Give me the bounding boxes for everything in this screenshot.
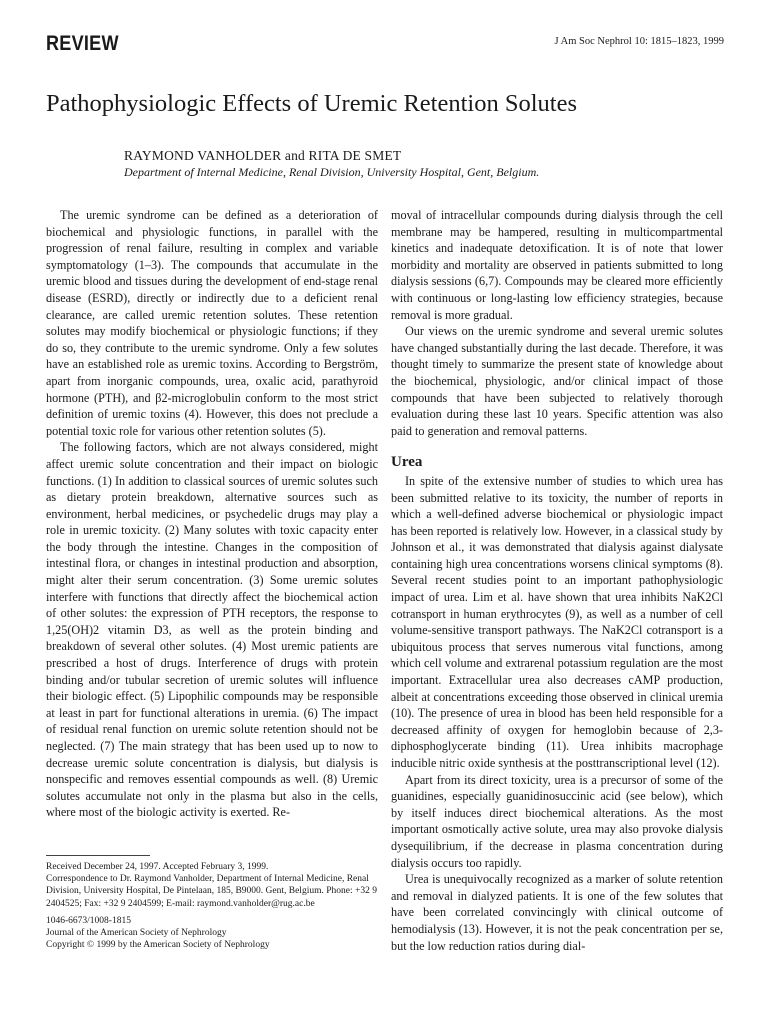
correspondence-note: Correspondence to Dr. Raymond Vanholder, Department of Internal Medicine, Renal Division, University Hospital, De Pintelaan, 185, B9000. Gent, Belgium. Phone: +32 9 2404525; Fax: +32 9 2404599; E-mail: raymond.vanholder@rug.ac.be [46, 874, 377, 909]
author-list: RAYMOND VANHOLDER and RITA DE SMET [124, 148, 402, 163]
left-column [46, 207, 378, 821]
intro-paragraph-2: The following factors, which are not always considered, might affect uremic solute concentration and their impact on biologic functions. (1) In addition to classical sources of uremic solutes such as dietary protein breakdown, alternative sources such as environment, herbal medicines, or psychedelic drugs may play a role in uremic toxicity. (2) Many solutes with toxic capacity enter the body through the intestine. Changes in the composition of intestinal flora, or changes in intestinal production and absorption, might alter their serum concentration. (3) Some uremic solutes interfere with functions that directly affect the biochemical action of other solutes: the expression of PTH receptors, the response to 1,25(OH)2 vitamin D3, as well as the protein binding and breakdown of several other solutes. (4) Most uremic patients are prescribed a host of drugs. Interference of drugs with protein binding and/or tubular secretion of uremic solutes will influence their biologic effect. (5) Lipophilic compounds may be responsible at least in part for functional alterations in uremia. (6) The impact of residual renal function on uremic solute retention should not be neglected. (7) The main strategy that has been used up to now to decrease uremic solute concentration is dialysis, but dialysis is nonspecific and removes essential compounds as well. (8) Uremic solutes accumulate not only in the plasma but also in the cells, where most of the biologic activity is exerted. Re- [46, 440, 378, 820]
section-heading-urea: Urea [391, 454, 423, 471]
received-note: Received December 24, 1997. Accepted February 3, 1999. [46, 862, 269, 872]
journal-citation: J Am Soc Nephrol 10: 1815–1823, 1999 [554, 36, 724, 47]
footnote-divider [46, 855, 150, 856]
urea-paragraph-2: Apart from its direct toxicity, urea is a precursor of some of the guanidines, especially guanidinosuccinic acid (see below), which by itself induces direct biochemical alterations. As the most important osmotically active solute, urea may also provoke dialysis dysequilibrium, if the decrease in plasma concentration during dialysis occurs too rapidly. [391, 772, 723, 870]
author-affiliation: Department of Internal Medicine, Renal Division, University Hospital, Gent, Belgium. [124, 165, 540, 179]
intro-paragraph-3: moval of intracellular compounds during dialysis through the cell membrane may be hampered, resulting in multicompartmental kinetics and inadequate detoxification. It is of note that lower morbidity and mortality are observed in patients submitted to long dialysis sessions (6,7). Compounds may be cleared more efficiently with continuous or long-lasting low efficiency strategies, because removal is more gradual. [391, 208, 723, 322]
section-label: REVIEW [46, 32, 119, 55]
article-title: Pathophysiologic Effects of Uremic Retention Solutes [46, 90, 577, 117]
footnotes [46, 861, 378, 951]
urea-paragraph-1: In spite of the extensive number of studies to which urea has been submitted relative to its toxicity, the number of reports in which a well-defined adverse biochemical or physiologic impact has been reported is relatively low. However, in a classical study by Johnson et al., it was demonstrated that dialysis against dialysate containing high urea concentrations worsens clinical symptoms (8). Several recent studies point to an important pathophysiologic impact of urea. Lim et al. have shown that urea inhibits NaK2Cl cotransport in human erythrocytes (9), as well as a number of cell volume-sensitive transport pathways. The NaK2Cl cotransport is a ubiquitous process that serves numerous vital functions, among which cell volume and extrarenal potassium regulation are the most important. Extracellular urea also decreases cAMP production, albeit at concentrations exceeding those observed in clinical uremia (10). The presence of urea in blood has been held responsible for a decreased affinity of oxygen for hemoglobin because of 2,3-diphosphoglycerate binding (11). Urea inhibits macrophage inducible nitric oxide synthesis at the posttranscriptional level (12). [391, 473, 723, 770]
journal-note: Journal of the American Society of Nephrology [46, 928, 227, 939]
right-column [391, 207, 723, 954]
issn-note: 1046-6673/1008-1815 [46, 915, 131, 926]
urea-paragraph-3: Urea is unequivocally recognized as a marker of solute retention and removal in dialyzed patients. It is one of the few solutes that have been correlated convincingly with clinical outcome of hemodialysis (13). However, it is not the peak concentration per se, but the low reduction ratios during dial- [391, 872, 723, 953]
copyright-note: Copyright © 1999 by the American Society of Nephrology [46, 940, 270, 951]
intro-paragraph-1: The uremic syndrome can be defined as a deterioration of biochemical and physiologic functions, in parallel with the progression of renal failure, resulting in complex and variable symptomatology (1–3). The compounds that accumulate in the uremic blood and tissues during the development of end-stage renal disease (ESRD), directly or indirectly due to a deficient renal clearance, are called uremic retention solutes. These retention solutes may modify biochemical or physiologic functions; if they do so, they contribute to the uremic syndrome. Only a few solutes have an established role as uremic toxins. According to Bergström, apart from inorganic compounds, urea, oxalic acid, parathyroid hormone (PTH), and β2-microglobulin conform to the most strict definition of uremic toxins (4). However, this does not preclude a potential toxic role for various other retention solutes (5). [46, 208, 378, 438]
intro-paragraph-4: Our views on the uremic syndrome and several uremic solutes have changed substantially during the last decade. Therefore, it was thought timely to summarize the present state of knowledge about the biochemical, physiologic, and/or clinical impact of those compounds that have been subjected to relatively thorough evaluation during these last 10 years. Specific attention was also paid to generation and removal patterns. [391, 324, 723, 438]
